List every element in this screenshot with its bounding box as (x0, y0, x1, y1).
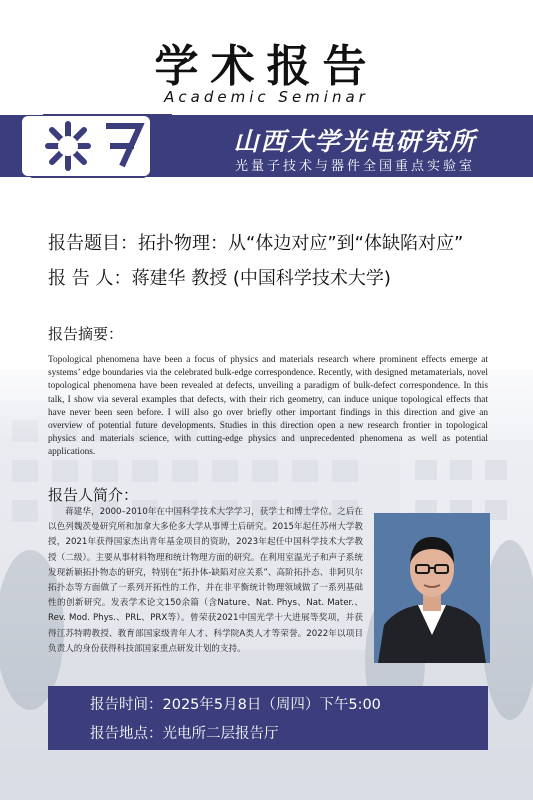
poster-title: 学术报告 (154, 41, 379, 92)
place-value: 光电所二层报告厅 (162, 726, 279, 742)
speaker-row (48, 264, 391, 290)
speaker-portrait-icon (374, 513, 490, 663)
time-value: 2025年5月8日（周四）下午5:00 (162, 697, 381, 713)
speaker-name: 蒋建华 教授 (中国科学技术大学) (131, 268, 391, 289)
place-row (90, 722, 279, 743)
talk-title-row (48, 229, 463, 255)
lab-name: 光量子技术与器件全国重点实验室 (234, 159, 475, 174)
bio-heading: 报告人简介： (48, 486, 139, 504)
abstract-heading: 报告摘要： (48, 325, 124, 343)
place-label: 报告地点： (90, 726, 163, 742)
bio-text: 蒋建华，2000–2010年在中国科学技术大学学习，获学士和博士学位。之后在以色列魏茨曼研究所和加拿大多伦多大学从事博士后研究。2015年起任苏州大学教授，2021年获得国家杰出青年基金项目的资助，2023年起任中国科学技术大学教授（二级）。主要从事材料物理和统计物理方面的研究。在利用室温光子和声子系统发现新颖拓扑物态的研究，特别在“拓扑体-缺陷对应关系”、高阶拓扑态、非阿贝尔拓扑态等方面做了一系列开拓性的工作，并在非平衡统计物理领域做了一系列基础性的创新研究。发表学术论文150余篇（含Nature、Nat. Phys、Nat. Mater.、Rev. Mod. Phys.、PRL、PRX等）。曾荣获2021中国光学十大进展等奖项，并获得江苏特聘教授、教育部国家级青年人才、科学院A类人才等荣誉。2022年以项目负责人的身份获得科技部国家重点研发计划的支持。 (48, 507, 363, 654)
abstract-text: Topological phenomena have been a focus of physics and materials research where prominent effects emerge at systems’ edge boundaries via the celebrated bulk-edge correspondence. Recently, with designed metamaterials, novel topological phenomena have been revealed at defects, unveiling a paradigm of bulk-defect correspondence. In this talk, I show via several examples that defects, with their rich geometry, can induce unique topological effects that have never been seen before. I will also go over briefly other important findings in this direction and give an overview of potential future developments. Studies in this direction open a new research frontier in topological physics and materials science, with cutting-edge physics and unprecedented phenomena as well as potential applications. (48, 355, 488, 458)
time-row (90, 693, 381, 714)
institute-name: 山西大学光电研究所 (233, 127, 477, 156)
poster-subtitle: Academic Seminar (164, 88, 369, 106)
talk-title: 拓扑物理：从“体边对应”到“体缺陷对应” (138, 233, 464, 254)
time-label: 报告时间： (90, 697, 163, 713)
speaker-label: 报 告 人： (48, 268, 132, 289)
talk-title-label: 报告题目： (48, 233, 138, 254)
optoelectronics-institute-logo-icon (22, 108, 172, 184)
